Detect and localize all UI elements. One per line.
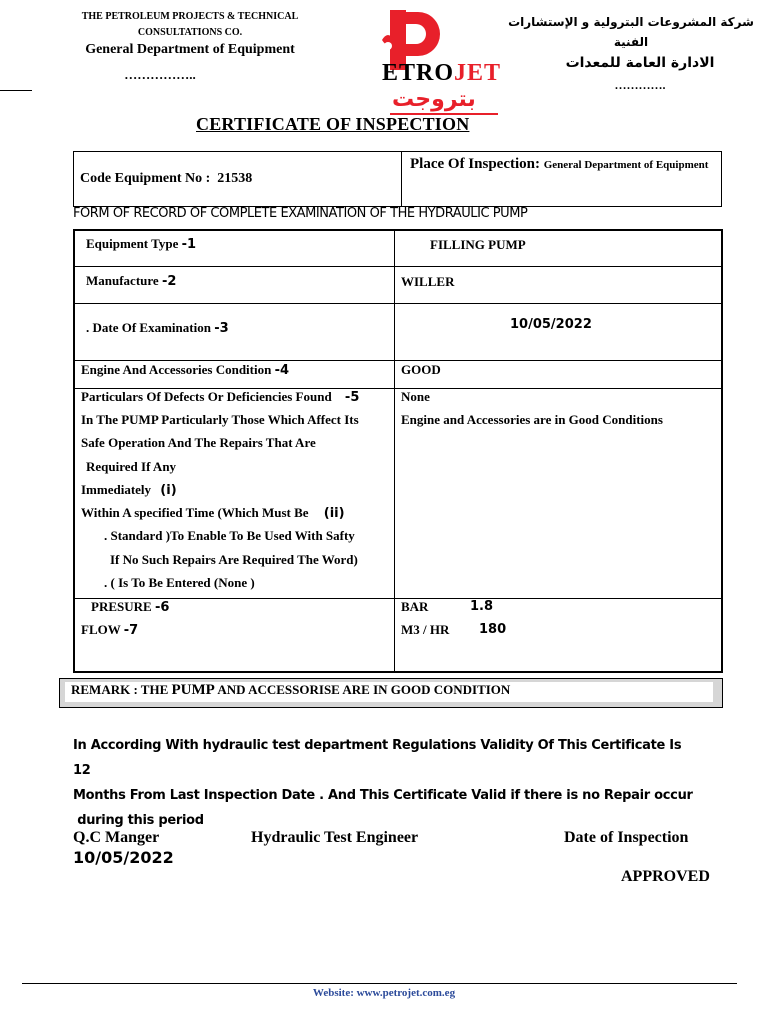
flow-unit: M3 / HR (401, 622, 450, 637)
date-exam-label: Date Of Examination (92, 320, 211, 335)
code-equipment (80, 171, 252, 187)
department-name-en: General Department of Equipment (85, 42, 295, 57)
code-equipment-label: Code Equipment No : (80, 171, 211, 186)
engine-condition-value: GOOD (401, 362, 441, 377)
defects-line-1-text: Particulars Of Defects Or Deficiencies Found (81, 389, 332, 404)
defects-line-9: . ( Is To Be Entered (None ) (104, 575, 255, 590)
date-exam-num: -3 (214, 321, 229, 336)
equipment-type-label: Equipment Type (86, 236, 179, 251)
logo-text-part1: ETRO (382, 60, 455, 86)
certificate-title: CERTIFICATE OF INSPECTION (196, 114, 470, 134)
validity-line-2: Months From Last Inspection Date . And This Certificate Valid if there is no Repair occur (73, 788, 693, 803)
department-name-ar: الادارة العامة للمعدات (565, 55, 715, 71)
remark-prefix: REMARK : THE (71, 682, 169, 697)
table-column-divider (394, 231, 395, 671)
pressure-label: PRESURE (91, 599, 152, 614)
company-name-ar: شركة المشروعات البترولية و الإستشارات الفنية (508, 15, 754, 49)
approved-stamp: APPROVED (621, 868, 710, 885)
date-exam-label-cell (86, 320, 229, 336)
engine-condition-label: Engine And Accessories Condition (81, 362, 272, 377)
engine-condition-label-cell (81, 362, 289, 378)
form-record-heading: FORM OF RECORD OF COMPLETE EXAMINATION OF THE HYDRAULIC PUMP (73, 206, 528, 221)
defects-num: -5 (344, 390, 360, 405)
footer-rule (22, 983, 737, 984)
table-row-divider (75, 266, 721, 267)
footer-website[interactable]: Website: www.petrojet.com.eg (312, 987, 456, 999)
pressure-label-cell (91, 599, 169, 615)
pressure-unit: BAR (401, 599, 429, 614)
company-name-en: THE PETROLEUM PROJECTS & TECHNICAL CONSULTATIONS CO. (81, 11, 299, 38)
qc-manager-date: 10/05/2022 (73, 848, 174, 867)
defects-line-5-text: Immediately (81, 482, 152, 497)
validity-line-1: In According With hydraulic test department Regulations Validity Of This Certificate Is 12 (73, 738, 682, 778)
petrojet-logo (378, 10, 513, 120)
qc-manager-label: Q.C Manger (73, 829, 160, 846)
defects-line-5 (81, 482, 391, 498)
remark-pump: PUMP (171, 682, 215, 698)
hydraulic-engineer-label: Hydraulic Test Engineer (251, 829, 419, 846)
flow-value: 180 (479, 622, 507, 637)
place-of-inspection-value: General Department of Equipment (543, 159, 709, 171)
header-dash (0, 90, 32, 91)
engine-condition-num: -4 (274, 363, 290, 378)
code-place-divider (401, 151, 402, 207)
manufacture-num: -2 (161, 274, 177, 289)
defects-line-6-text: Within A specified Time (Which Must Be (81, 505, 309, 520)
pressure-num: -6 (154, 600, 170, 615)
defects-line-4: Required If Any (86, 459, 177, 474)
remark-suffix: AND ACCESSORISE ARE IN GOOD CONDITION (217, 682, 511, 697)
validity-statement (73, 733, 693, 833)
defects-line-6-num: (ii) (323, 506, 345, 521)
defects-line-8: If No Such Repairs Are Required The Word) (110, 552, 358, 567)
equipment-type-value: FILLING PUMP (430, 237, 526, 252)
defects-line-3: Safe Operation And The Repairs That Are (81, 435, 316, 450)
defects-value-2: Engine and Accessories are in Good Conditions (401, 412, 663, 427)
table-row-divider (75, 303, 721, 304)
defects-line-5-num: (i) (160, 483, 177, 498)
validity-line-3: during this period (73, 813, 204, 828)
defects-line-7: . Standard )To Enable To Be Used With Safty (104, 528, 355, 543)
flow-label-cell (81, 622, 138, 638)
logo-text-part2: JET (454, 60, 502, 86)
equipment-type-num: -1 (181, 237, 197, 252)
manufacture-value: WILLER (401, 274, 455, 289)
date-exam-prefix: . (86, 320, 90, 335)
inspection-table (73, 229, 723, 673)
table-row-divider (75, 598, 721, 599)
place-of-inspection-label: Place Of Inspection: (410, 156, 540, 172)
defects-value-1: None (401, 389, 430, 404)
equipment-type-label-cell (86, 236, 196, 252)
code-equipment-value: 21538 (217, 171, 253, 186)
defects-line-1 (81, 389, 391, 405)
manufacture-label-cell (86, 273, 176, 289)
logo-text-ar: بتروجت (392, 87, 476, 112)
pressure-value: 1.8 (470, 599, 494, 614)
department-dots-ar: …………. (614, 78, 666, 92)
flow-label: FLOW (81, 622, 121, 637)
date-exam-value: 10/05/2022 (510, 317, 592, 332)
defects-line-6 (81, 505, 391, 521)
svg-text:ETROJET (382, 60, 501, 86)
manufacture-label: Manufacture (86, 273, 159, 288)
date-of-inspection-label: Date of Inspection (564, 829, 689, 846)
department-dots-en: …………….. (124, 67, 196, 82)
table-row-divider (75, 360, 721, 361)
place-of-inspection (410, 156, 715, 173)
remark-text (71, 682, 510, 699)
defects-line-2: In The PUMP Particularly Those Which Affect Its (81, 412, 359, 427)
flow-num: -7 (123, 623, 139, 638)
